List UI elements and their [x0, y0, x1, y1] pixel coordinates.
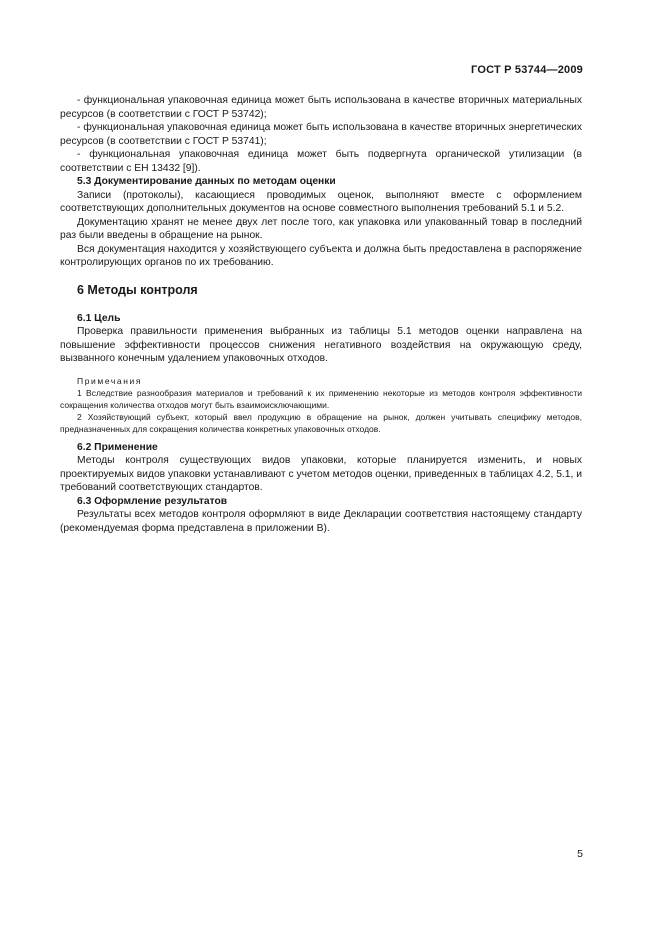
section-6-2-title: 6.2 Применение [77, 441, 158, 453]
section-6-1-title: 6.1 Цель [77, 312, 121, 324]
section-5-3-paragraph-2: Документацию хранят не менее двух лет после того, как упаковка или упакованный товар в последний раз были введены в обращение на рынок. [60, 216, 582, 241]
note-1: 1 Вследствие разнообразия материалов и требований к их применению некоторые из методов контроля эффективности сокращения количества отходов могут быть взаимоисключающими. [60, 387, 582, 410]
section-5-3-paragraph-1: Записи (протоколы), касающиеся проводимых оценок, выполняют вместе с оформлением соответствующих дополнительных документов на основе совместного выполнения требований 5.1 и 5.2. [60, 189, 582, 214]
list-item-secondary-energy: - функциональная упаковочная единица может быть использована в качестве вторичных энергетических ресурсов (в соответствии с ГОСТ Р 53741); [60, 122, 582, 147]
document-header: ГОСТ Р 53744—2009 [471, 64, 583, 76]
section-6-title: 6 Методы контроля [77, 282, 198, 297]
section-6-2-paragraph: Методы контроля существующих видов упаковки, которые планируется изменить, и новых проектируемых видов упаковки устанавливают с учетом методов оценки, приведенных в таблицах 4.2, 5.1, и требований соответствующих стандартов. [60, 455, 582, 493]
list-item-secondary-materials: - функциональная упаковочная единица может быть использована в качестве вторичных материальных ресурсов (в соответствии с ГОСТ Р 53742); [60, 95, 582, 120]
section-6-1-paragraph: Проверка правильности применения выбранных из таблицы 5.1 методов оценки направлена на повышение эффективности процессов снижения негативного воздействия на окружающую среду, вызванного конечным удалением упаковочных отходов. [60, 326, 582, 364]
note-2: 2 Хозяйствующий субъект, который ввел продукцию в обращение на рынок, должен учитывать специфику методов, предназначенных для сокращения количества конкретных упаковочных отходов. [60, 411, 582, 434]
section-5-3-title: 5.3 Документирование данных по методам оценки [77, 176, 336, 187]
notes-label: Примечания [77, 375, 143, 386]
section-6-3-title: 6.3 Оформление результатов [77, 495, 228, 507]
section-6-3-paragraph: Результаты всех методов контроля оформляют в виде Декларации соответствия настоящему стандарту (рекомендуемая форма представлена в приложении В). [60, 509, 582, 534]
section-5-3-paragraph-3: Вся документация находится у хозяйствующего субъекта и должна быть предоставлена в распоряжение контролирующих органов по их требованию. [60, 243, 582, 268]
list-item-organic-recovery: - функциональная упаковочная единица может быть подвергнута органической утилизации (в соответствии с ЕН 13432 [9]). [60, 149, 582, 174]
page-number: 5 [577, 848, 583, 860]
page-content [60, 94, 582, 535]
